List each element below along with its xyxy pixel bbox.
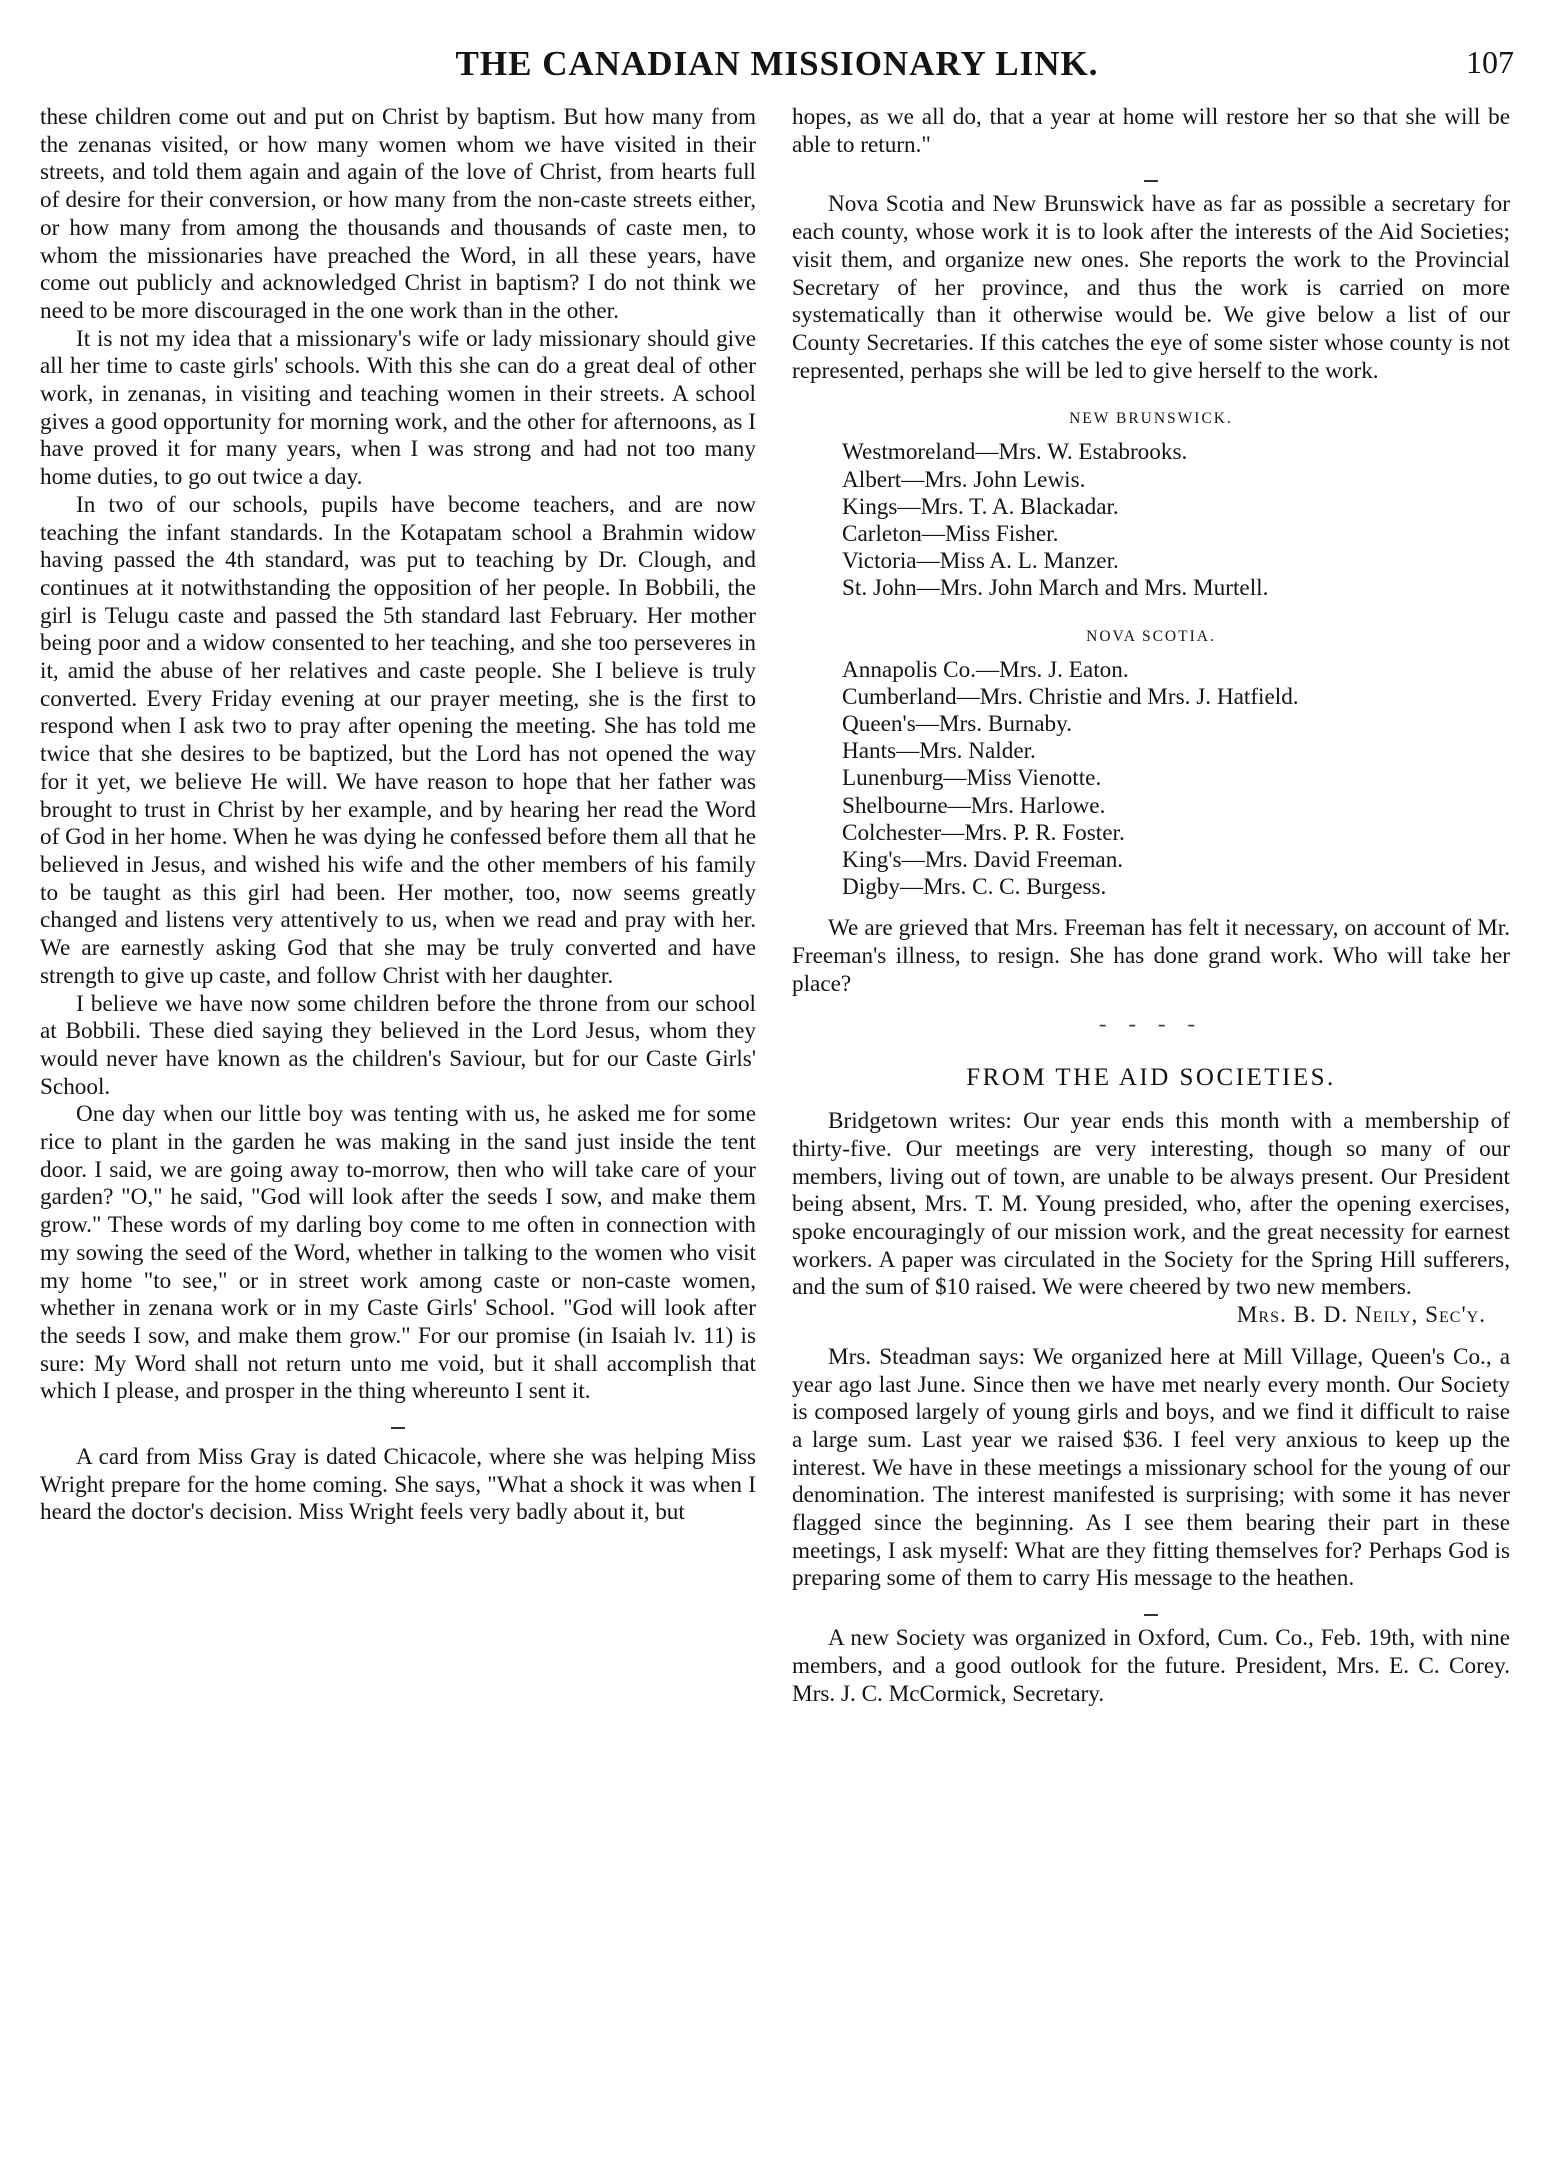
paragraph: In two of our schools, pupils have become teachers, and are now teaching the infant standards. In the Kotapatam school a Brahmin widow having passed the 4th standard, was put to teaching by Dr. Clough, and continues at it notwithstanding the opposition of her people. In Bobbili, the girl is Telugu caste and passed the 5th standard last February. Her mother being poor and a widow consented to her teaching, and she too perseveres in it, amid the abuse of her relatives and caste people. She I believe is truly converted. Every Friday evening at our prayer meeting, she is the first to respond when I ask two to pray after opening the meeting. She has told me twice that she desires to be baptized, but the Lord has not opened the way for it yet, we believe He will. We have reason to hope that her father was brought to trust in Christ by her example, and by hearing her read the Word of God in her home. When he was dying he confessed before them all that he believed in Jesus, and wished his wife and the other members of his family to be taught as this girl had been. Her mother, too, now seems greatly changed and listens very attentively to us, when we read and pray with her. We are earnestly asking God that she may be truly converted and have strength to give up caste, and follow Christ with her daughter. [40,491,756,989]
paragraph: hopes, as we all do, that a year at home will restore her so that she will be able to return." [792,104,1510,158]
list-item: Annapolis Co.—Mrs. J. Eaton. [842,656,1129,683]
page-header [40,44,1514,100]
new-brunswick-secretaries-list [842,439,1510,602]
left-column [40,104,756,1527]
paragraph: A card from Miss Gray is dated Chicacole, where she was helping Miss Wright prepare for the home coming. She says, "What a shock it was when I heard the doctor's decision. Miss Wright feels very badly about it, but [40,1444,756,1526]
paragraph: It is not my idea that a missionary's wife or lady missionary should give all her time to caste girls' schools. With this she can do a great deal of other work, in zenanas, in visiting and teaching women in their streets. A school gives a good opportunity for morning work, and the other for afternoons, as I have proved it for many years, when I was strong and had not too many home duties, to go out twice a day. [40,325,756,491]
section-divider [792,167,1510,183]
list-item: Lunenburg—Miss Vienotte. [842,765,1102,792]
section-divider [40,1414,756,1430]
list-item: Digby—Mrs. C. C. Burgess. [842,874,1107,901]
list-item: Kings—Mrs. T. A. Blackadar. [842,493,1119,520]
nova-scotia-heading: NOVA SCOTIA. [1086,627,1216,645]
list-item: St. John—Mrs. John March and Mrs. Murtell. [842,575,1269,602]
page-number: 107 [1466,44,1514,80]
list-item: Westmoreland—Mrs. W. Estabrooks. [842,439,1188,466]
list-item: Queen's—Mrs. Burnaby. [842,710,1073,737]
list-item: Carleton—Miss Fisher. [842,520,1059,547]
paragraph: One day when our little boy was tenting with us, he asked me for some rice to plant in the garden he was making in the sand just inside the tent door. I said, we are going away to-morrow, then who will take care of your garden? "O," he said, "God will look after the seeds I sow, and make them grow." These words of my darling boy come to me often in connection with my sowing the seed of the Word, whether in talking to the women who visit my home "to see," or in street work among caste or non-caste women, whether in zenana work or in my Caste Girls' School. "God will look after the seeds I sow, and make them grow." For our promise (in Isaiah lv. 11) is sure: My Word shall not return unto me void, but it shall accomplish that which I please, and prosper in the thing whereunto I sent it. [40,1101,756,1405]
paragraph: We are grieved that Mrs. Freeman has felt it necessary, on account of Mr. Freeman's illness, to resign. She has done grand work. Who will take her place? [792,915,1510,997]
list-item: King's—Mrs. David Freeman. [842,846,1124,873]
right-column [792,104,1510,1708]
signature: Mrs. B. D. Neily, Sec'y. [1236,1302,1486,1329]
magazine-title: THE CANADIAN MISSIONARY LINK. [455,44,1099,83]
paragraph: I believe we have now some children before the throne from our school at Bobbili. These died saying they believed in the Lord Jesus, whom they would never have known as the children's Saviour, but for our Caste Girls' School. [40,990,756,1100]
nova-scotia-secretaries-list [842,657,1510,902]
paragraph: Mrs. Steadman says: We organized here at Mill Village, Queen's Co., a year ago last June. Since then we have met nearly every month. Our Society is composed largely of young girls and boys, and we find it difficult to raise a large sum. Last year we raised $36. I feel very anxious to keep up the interest. We have in these meetings a missionary school for the young of our denomination. The interest manifested is surprising; with some it has never flagged since the beginning. As I see them bearing their part in these meetings, I ask myself: What are they fitting themselves for? Perhaps God is preparing some of them to carry His message to the heathen. [792,1343,1510,1592]
list-item: Colchester—Mrs. P. R. Foster. [842,819,1125,846]
paragraph: A new Society was organized in Oxford, Cum. Co., Feb. 19th, with nine members, and a good outlook for the future. President, Mrs. E. C. Corey. Mrs. J. C. McCormick, Secretary. [792,1625,1510,1707]
new-brunswick-heading: NEW BRUNSWICK. [1069,410,1233,428]
paragraph: Bridgetown writes: Our year ends this month with a membership of thirty-five. Our meetings are very interesting, though so many of our members, living out of town, are unable to be always present. Our President being absent, Mrs. T. M. Young presided, who, after the opening exercises, spoke encouragingly of our mission work, and the great necessity for earnest workers. A paper was circulated in the Society for the Spring Hill sufferers, and the sum of $10 raised. We were cheered by two new members. [792,1108,1510,1301]
section-divider [792,1601,1510,1617]
list-item: Albert—Mrs. John Lewis. [842,466,1086,493]
paragraph: Nova Scotia and New Brunswick have as far as possible a secretary for each county, whose work it is to look after the interests of the Aid Societies; visit them, and organize new ones. She reports the work to the Provincial Secretary of her province, and thus the work is carried on more systematically than it otherwise would be. We give below a list of our County Secretaries. If this catches the eye of some sister whose county is not represented, perhaps she will be led to give herself to the work. [792,191,1510,384]
paragraph: these children come out and put on Christ by baptism. But how many from the zenanas visited, or how many women whom we have visited in their streets, and told them again and again of the love of Christ, from hearts full of desire for their conversion, or how many from the non-caste streets either, or how many from among the thousands and thousands of caste men, to whom the missionaries have preached the Word, in all these years, have come out publicly and acknowledged Christ in baptism? I do not think we need to be more discouraged in the one work than in the other. [40,104,756,324]
list-item: Shelbourne—Mrs. Harlowe. [842,792,1106,819]
list-item: Victoria—Miss A. L. Manzer. [842,548,1119,575]
dashed-divider: - - - - [1098,1011,1204,1038]
list-item: Cumberland—Mrs. Christie and Mrs. J. Hatfield. [842,683,1299,710]
aid-societies-heading: FROM THE AID SOCIETIES. [966,1064,1336,1092]
list-item: Hants—Mrs. Nalder. [842,738,1036,765]
